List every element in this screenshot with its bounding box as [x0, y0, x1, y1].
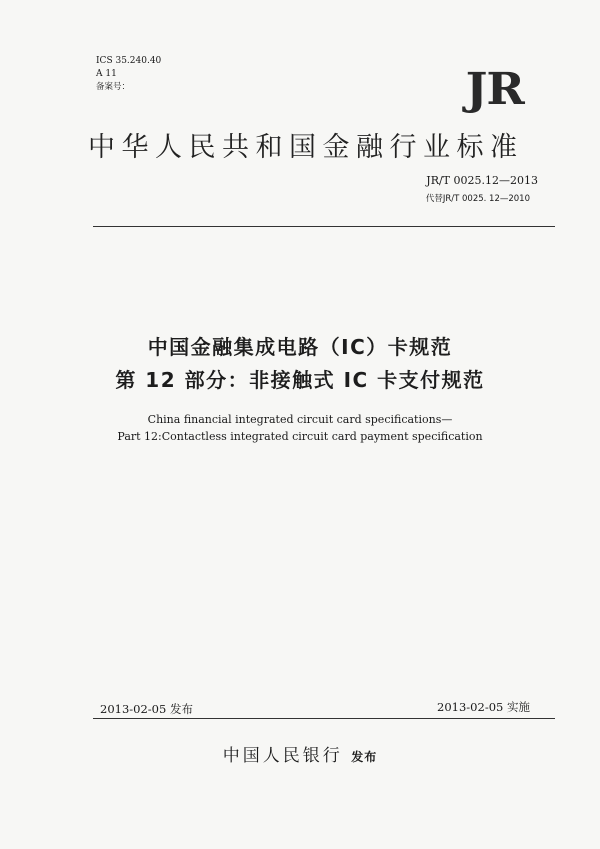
- ics-code: ICS 35.240.40: [96, 56, 162, 66]
- standard-number: JR/T 0025.12—2013: [426, 174, 538, 187]
- issuer-line: [0, 741, 600, 766]
- replaces-standard: 代替JR/T 0025. 12—2010: [425, 194, 530, 204]
- document-title-en-line1: China financial integrated circuit card specifications—: [147, 413, 453, 426]
- classification-code: A 11: [96, 69, 117, 79]
- document-title-cn-line2: 第 12 部分：非接触式 IC 卡支付规范: [115, 368, 485, 392]
- jr-logo: JR: [465, 64, 524, 115]
- publish-date: 2013-02-05 发布: [100, 702, 193, 716]
- record-number-label: 备案号：: [96, 82, 131, 92]
- issuer-suffix: 发布: [351, 750, 378, 764]
- bottom-divider: [93, 718, 555, 719]
- issuer-name: 中国人民银行: [222, 746, 343, 766]
- implement-date: 2013-02-05 实施: [437, 700, 530, 714]
- standard-category-title: 中华人民共和国金融行业标准: [88, 132, 524, 163]
- document-title-cn-line1: 中国金融集成电路（IC）卡规范: [147, 335, 453, 359]
- top-divider: [93, 226, 555, 227]
- document-title-en-line2: Part 12:Contactless integrated circuit card payment specification: [117, 430, 483, 443]
